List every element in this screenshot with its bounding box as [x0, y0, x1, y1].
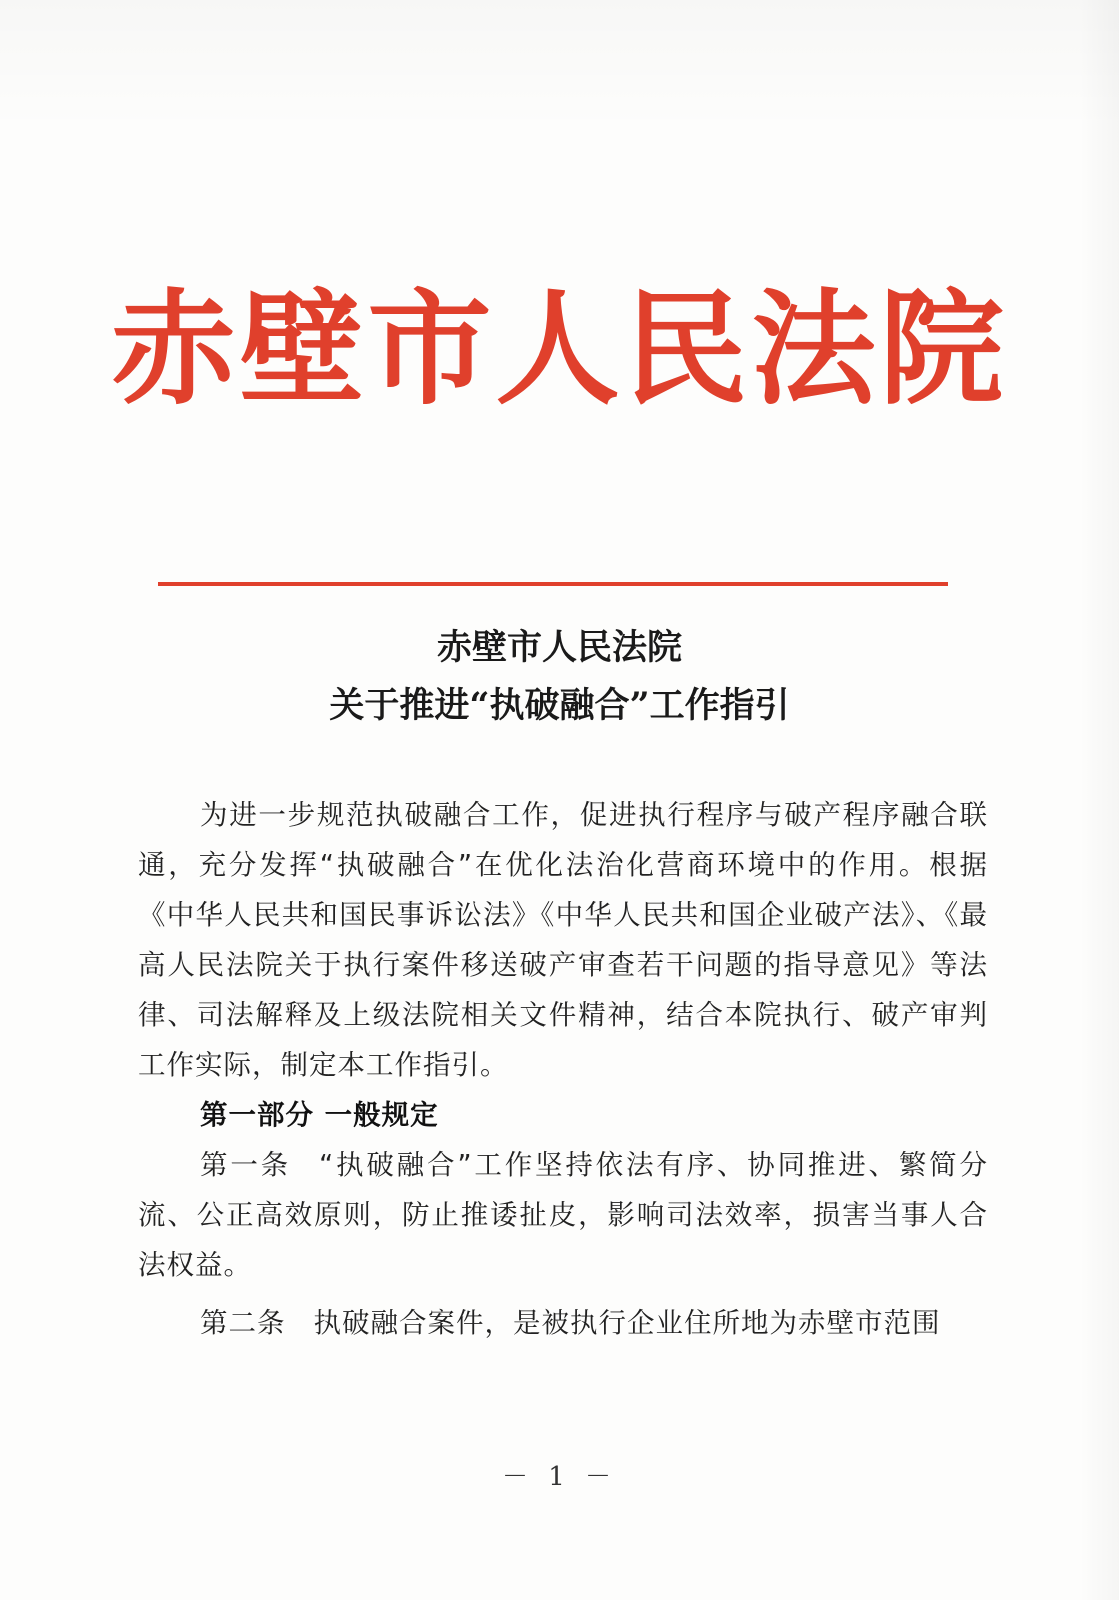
page-number: － 1 － [501, 1462, 618, 1492]
document-title-line-1: 赤壁市人民法院 [436, 627, 682, 668]
masthead-issuer: 赤壁市人民法院 [111, 277, 1008, 422]
masthead-red-rule [158, 582, 948, 586]
article-2 [138, 1298, 988, 1348]
article-1-text: “执破融合”工作坚持依法有序、协同推进、繁简分流、公正高效原则，防止推诿扯皮，影响司法效率，损害当事人合法权益。 [138, 1149, 989, 1281]
intro-paragraph: 为进一步规范执破融合工作，促进执行程序与破产程序融合联通，充分发挥“执破融合”在优化法治化营商环境中的作用。根据《中华人民共和国民事诉讼法》《中华人民共和国企业破产法》、《最高人民法院关于执行案件移送破产审查若干问题的指导意见》等法律、司法解释及上级法院相关文件精神，结合本院执行、破产审判工作实际，制定本工作指引。 [138, 799, 988, 1081]
article-2-text: 执破融合案件，是被执行企业住所地为赤壁市范围 [313, 1307, 941, 1339]
article-1-label: 第一条 [200, 1149, 291, 1181]
part-1-heading: 第一部分 一般规定 [200, 1099, 439, 1131]
article-2-label: 第二条 [200, 1307, 286, 1339]
document-body [138, 790, 988, 1348]
scan-shade-top [0, 0, 1119, 130]
article-1 [138, 1140, 988, 1290]
document-title-line-2: 关于推进“执破融合”工作指引 [329, 685, 790, 726]
scan-shade-edge [1079, 0, 1119, 1600]
